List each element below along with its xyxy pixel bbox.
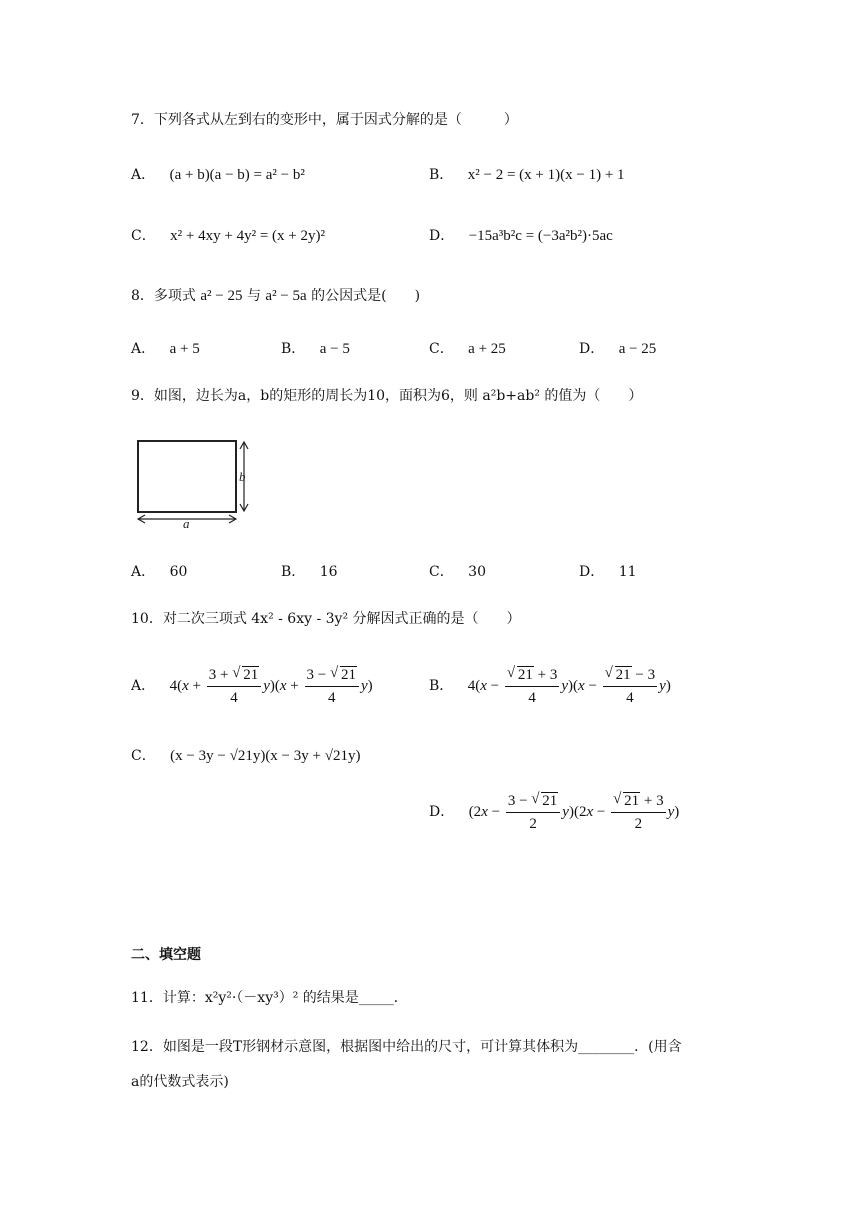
side-label: b	[239, 469, 246, 484]
q9-option-c[interactable]	[429, 562, 486, 582]
q9-option-b[interactable]	[281, 562, 338, 582]
option-text: −15a³b²c = (−3a²b²)·5ac	[468, 228, 613, 244]
q10-stem: 10．对二次三项式 4x² - 6xy - 3y² 分解因式正确的是（ ）	[131, 611, 521, 627]
stem-mid: 与	[246, 288, 261, 304]
option-text: 11	[618, 564, 637, 580]
option-text: (x − 3y − √21y)(x − 3y + √21y)	[170, 748, 361, 764]
option-label: B．	[281, 564, 306, 580]
option-label: D．	[429, 228, 455, 244]
option-label: D．	[579, 341, 605, 357]
option-text: 30	[468, 564, 486, 580]
option-label: C．	[429, 341, 454, 357]
option-text: a − 5	[319, 341, 350, 357]
q9-option-a[interactable]	[131, 562, 187, 582]
option-label: B．	[429, 167, 454, 183]
bottom-label: a	[183, 516, 190, 529]
q10-option-b[interactable]	[429, 664, 671, 708]
q8-option-a[interactable]	[131, 339, 200, 359]
option-text: 16	[319, 564, 338, 580]
q11-text: 11．计算：x²y²·（－xy³）² 的结果是_____．	[131, 990, 408, 1006]
section-title: 二、填空题	[131, 947, 201, 963]
option-label: C．	[131, 748, 156, 764]
option-label: B．	[281, 341, 306, 357]
q8-stem	[131, 286, 420, 306]
rectangle-figure	[133, 437, 263, 529]
q12-line-2: a的代数式表示)	[131, 1074, 229, 1090]
option-label: C．	[131, 228, 156, 244]
q12-line-1: 12．如图是一段T形钢材示意图，根据图中给出的尺寸，可计算其体积为________．(用含	[131, 1039, 682, 1055]
expression-1: a² − 25	[200, 288, 243, 304]
option-formula: 4(x − √ $\frac{21 + 3}{4}$ y)(x − √ $\frac{21 - 3}{4}$ y)	[468, 678, 671, 694]
q7-option-b[interactable]	[429, 165, 625, 185]
q9-option-d[interactable]	[579, 562, 637, 582]
option-text: a + 5	[169, 341, 200, 357]
q10-option-a[interactable]	[131, 664, 373, 708]
stem-prefix: 8．多项式	[131, 288, 196, 304]
q10-option-d[interactable]	[429, 790, 679, 834]
option-text: (a + b)(a − b) = a² − b²	[169, 167, 305, 183]
option-label: D．	[579, 564, 605, 580]
q7-stem: 7．下列各式从左到右的变形中，属于因式分解的是（ ）	[131, 112, 518, 128]
stem-suffix: 的公因式是( )	[311, 288, 421, 304]
option-label: D．	[429, 804, 455, 820]
option-text: 60	[169, 564, 188, 580]
q7-option-c[interactable]	[131, 226, 325, 246]
q8-option-b[interactable]	[281, 339, 350, 359]
q7-option-d[interactable]	[429, 226, 613, 246]
option-label: A．	[131, 564, 156, 580]
option-text: a − 25	[618, 341, 657, 357]
expression-2: a² − 5a	[265, 288, 307, 304]
q9-stem: 9．如图，边长为a，b的矩形的周长为10，面积为6，则 a²b+ab² 的值为（ ）	[131, 388, 643, 404]
option-text: x² − 2 = (x + 1)(x − 1) + 1	[467, 167, 625, 183]
option-text: a + 25	[468, 341, 506, 357]
option-label: A．	[131, 167, 156, 183]
q8-option-c[interactable]	[429, 339, 506, 359]
option-formula: 4(x + $\frac{3 + √ 21}{4}$ y)(x + $\frac{3 - √ 21}{4}$ y)	[170, 678, 373, 694]
q8-option-d[interactable]	[579, 339, 656, 359]
option-label: A．	[131, 678, 156, 694]
q7-option-a[interactable]	[131, 165, 305, 185]
option-text: x² + 4xy + 4y² = (x + 2y)²	[170, 228, 325, 244]
option-label: C．	[429, 564, 454, 580]
option-formula: (2x − $\frac{3 - √ 21}{2}$ y)(2x − √ $\frac{21 + 3}{2}$ y)	[469, 804, 680, 820]
option-label: B．	[429, 678, 454, 694]
q10-option-c[interactable]	[131, 746, 360, 766]
option-label: A．	[131, 341, 156, 357]
rectangle-shape	[138, 441, 236, 512]
